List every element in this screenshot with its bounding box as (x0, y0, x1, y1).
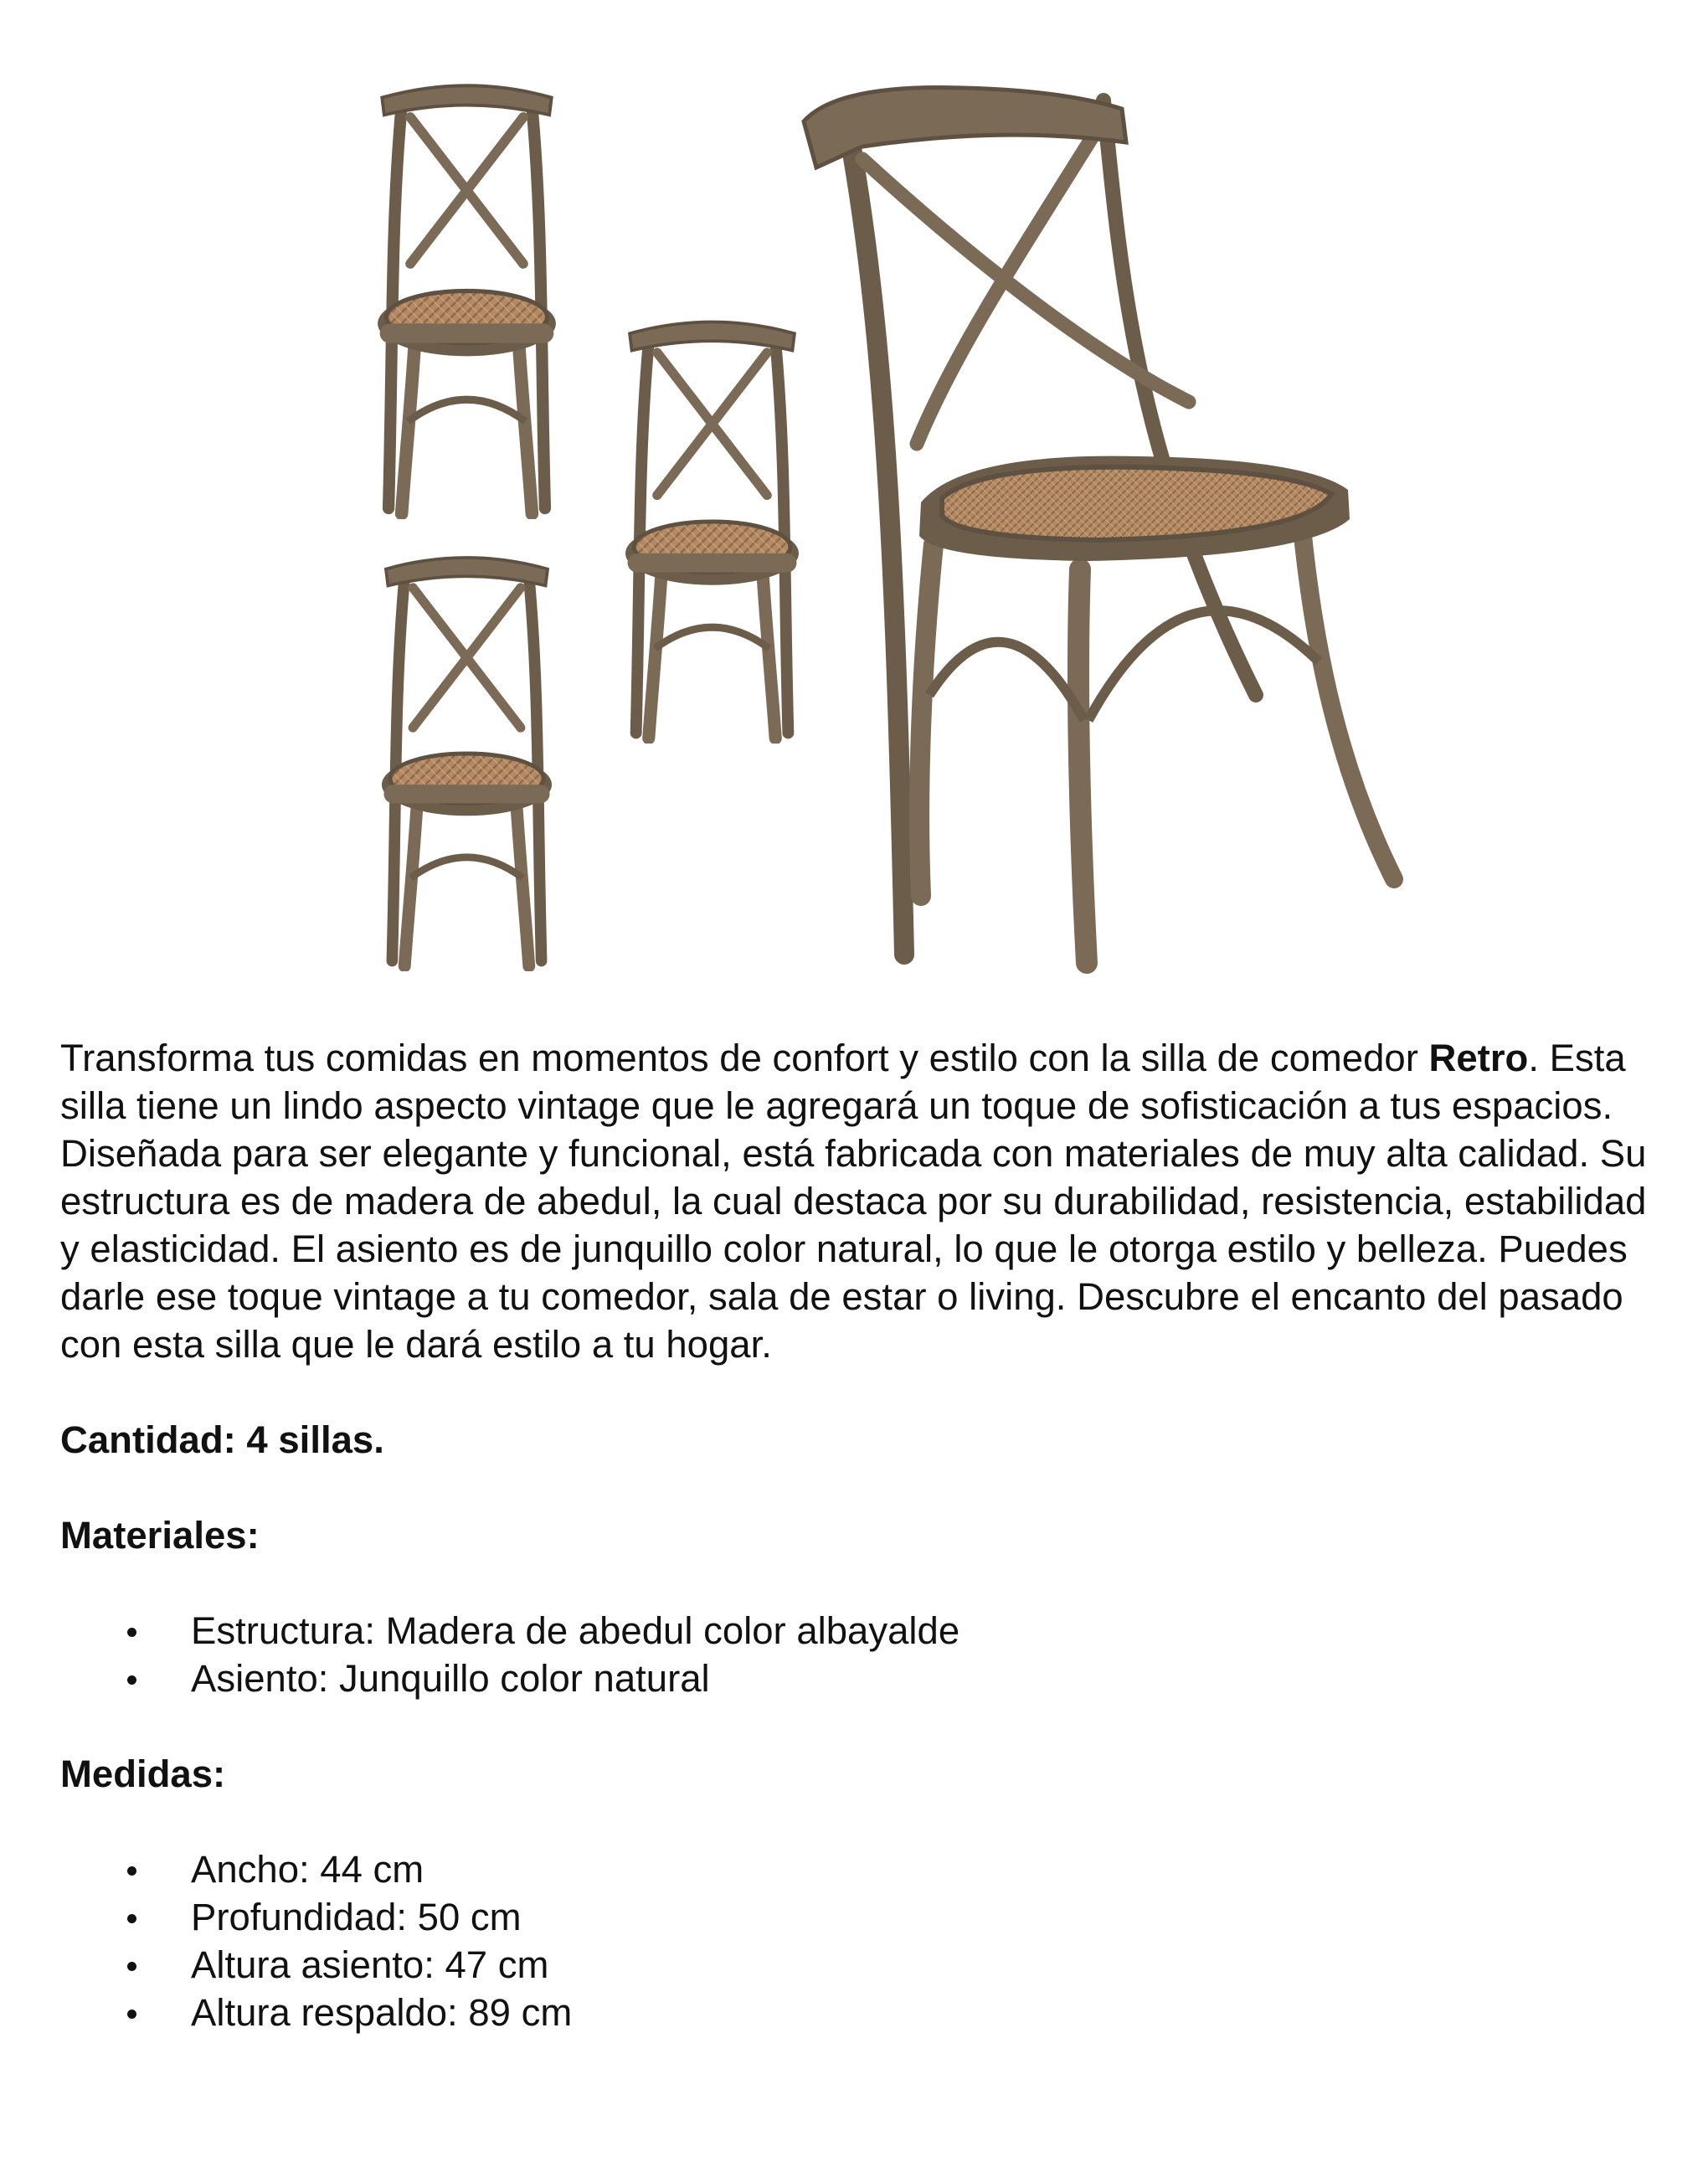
chairs-product-image (0, 0, 1708, 988)
bullet-icon (127, 1962, 136, 1971)
list-item (60, 1893, 1668, 1941)
list-item-text: Altura asiento: 47 cm (191, 1943, 549, 1986)
measurements-heading: Medidas: (60, 1752, 226, 1795)
list-item-text: Asiento: Junquillo color natural (191, 1657, 710, 1700)
list-item (60, 1845, 1668, 1893)
product-description (60, 1034, 1668, 1368)
list-item-text: Altura respaldo: 89 cm (191, 1991, 573, 2034)
list-item (60, 1655, 1668, 1702)
materials-list (60, 1607, 1668, 1702)
list-item (60, 1989, 1668, 2036)
list-item-text: Estructura: Madera de abedul color albayalde (191, 1609, 960, 1652)
list-item (60, 1941, 1668, 1989)
bullet-icon (127, 1914, 136, 1923)
description-intro: Transforma tus comidas en momentos de confort y estilo con la silla de comedor (60, 1037, 1429, 1079)
bullet-icon (127, 1628, 136, 1637)
measurements-list (60, 1845, 1668, 2036)
bullet-icon (127, 2010, 136, 2019)
product-content (60, 1034, 1668, 2036)
bullet-icon (127, 1675, 136, 1685)
materials-heading: Materiales: (60, 1514, 260, 1557)
list-item-text: Profundidad: 50 cm (191, 1896, 522, 1938)
bullet-icon (127, 1866, 136, 1876)
list-item-text: Ancho: 44 cm (191, 1848, 424, 1891)
brand-name: Retro (1428, 1037, 1529, 1079)
chair-large (804, 88, 1394, 964)
chair-small-2 (625, 322, 799, 739)
description-body: . Esta silla tiene un lindo aspecto vintage que le agregará un toque de sofisticación a tus espacios. Diseñada para ser elegante y funcional, está fabricada con materiales de muy alta calidad. Su estructura es de madera de abedul, la cual destaca por su durabilidad, resistencia, estabilidad y elasticidad. El asiento es de junquillo color natural, lo que le otorga estilo y belleza. Puedes darle ese toque vintage a tu comedor, sala de estar o living. Descubre el encanto del pasado con esta silla que le dará estilo a tu hogar. (60, 1037, 1647, 1366)
chair-small-1 (378, 85, 556, 513)
quantity-line: Cantidad: 4 sillas. (60, 1418, 384, 1461)
list-item (60, 1607, 1668, 1655)
chair-small-3 (382, 558, 552, 966)
